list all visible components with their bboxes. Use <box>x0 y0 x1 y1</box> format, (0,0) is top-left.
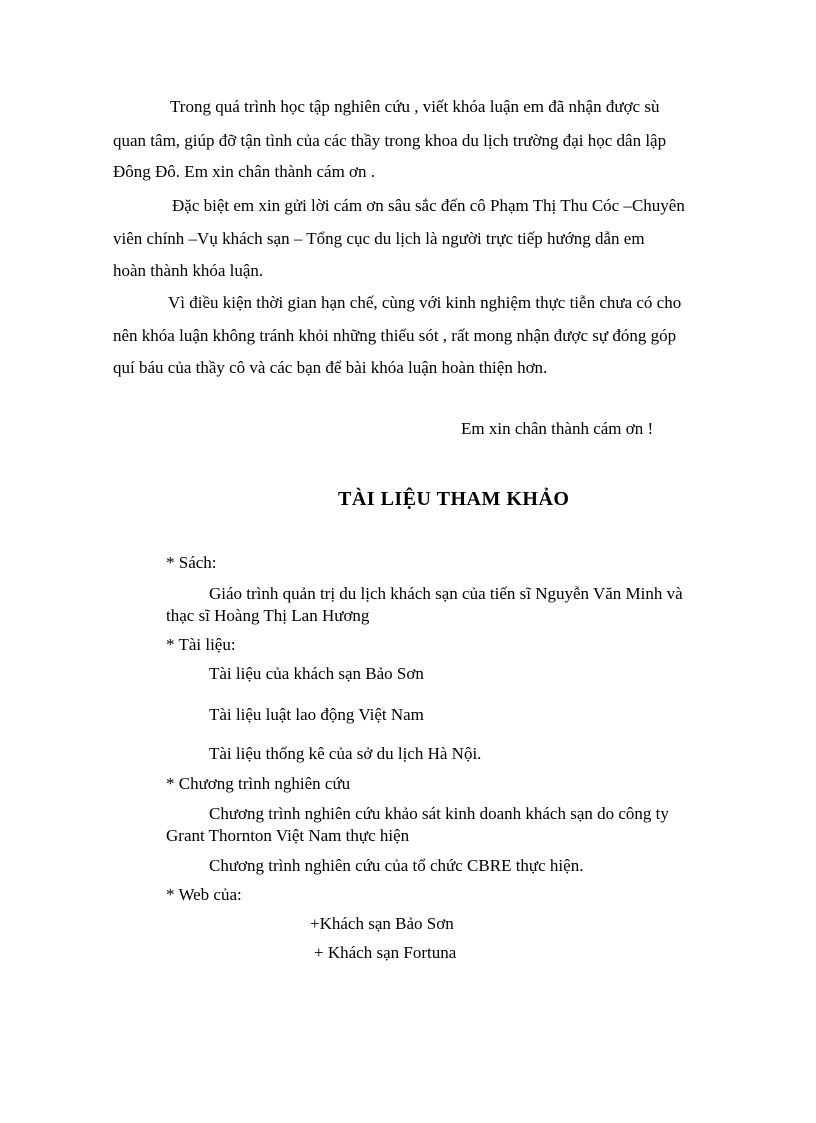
ack-p3-line-3: quí báu của thầy cô và các bạn để bài khóa luận hoàn thiện hơn. <box>113 358 548 377</box>
doc-item-1: Tài liệu của khách sạn Bảo Sơn <box>209 664 424 683</box>
book-line-1: Giáo trình quản trị du lịch khách sạn của tiến sĩ Nguyễn Văn Minh và <box>209 584 683 603</box>
research-line-3: Chương trình nghiên cứu của tổ chức CBRE thực hiện. <box>209 856 584 875</box>
ack-p2-line-1: Đặc biệt em xin gửi lời cám ơn sâu sắc đến cô Phạm Thị Thu Cóc –Chuyên <box>172 196 685 215</box>
closing-thanks: Em xin chân thành cám ơn ! <box>461 419 654 438</box>
web-item-2: + Khách sạn Fortuna <box>314 943 457 962</box>
web-item-1: +Khách sạn Bảo Sơn <box>310 914 454 933</box>
docs-heading: * Tài liệu: <box>166 635 236 654</box>
doc-item-3: Tài liệu thống kê của sở du lịch Hà Nội. <box>209 744 482 763</box>
references-title: TÀI LIỆU THAM KHẢO <box>338 488 570 510</box>
research-line-1: Chương trình nghiên cứu khảo sát kinh doanh khách sạn do công ty <box>209 804 669 823</box>
research-heading: * Chương trình nghiên cứu <box>166 774 351 793</box>
ack-p1-line-2: quan tâm, giúp đỡ tận tình của các thầy trong khoa du lịch trường đại học dân lập <box>113 131 667 150</box>
book-line-2: thạc sĩ Hoàng Thị Lan Hương <box>166 606 370 625</box>
ack-p3-line-2: nên khóa luận không tránh khỏi những thiếu sót , rất mong nhận được sự đóng góp <box>113 326 677 345</box>
ack-p1-line-1: Trong quá trình học tập nghiên cứu , viết khóa luận em đã nhận được sù <box>170 97 660 116</box>
books-heading: * Sách: <box>166 553 217 572</box>
ack-p1-line-3: Đông Đô. Em xin chân thành cám ơn . <box>113 162 376 181</box>
research-line-2: Grant Thornton Việt Nam thực hiện <box>166 826 410 845</box>
ack-p2-line-2: viên chính –Vụ khách sạn – Tổng cục du lịch là người trực tiếp hướng dẫn em <box>113 229 645 248</box>
web-heading: * Web của: <box>166 885 242 904</box>
doc-item-2: Tài liệu luật lao động Việt Nam <box>209 705 424 724</box>
ack-p3-line-1: Vì điều kiện thời gian hạn chế, cùng với kinh nghiệm thực tiễn chưa có cho <box>168 293 682 312</box>
ack-p2-line-3: hoàn thành khóa luận. <box>113 261 264 280</box>
